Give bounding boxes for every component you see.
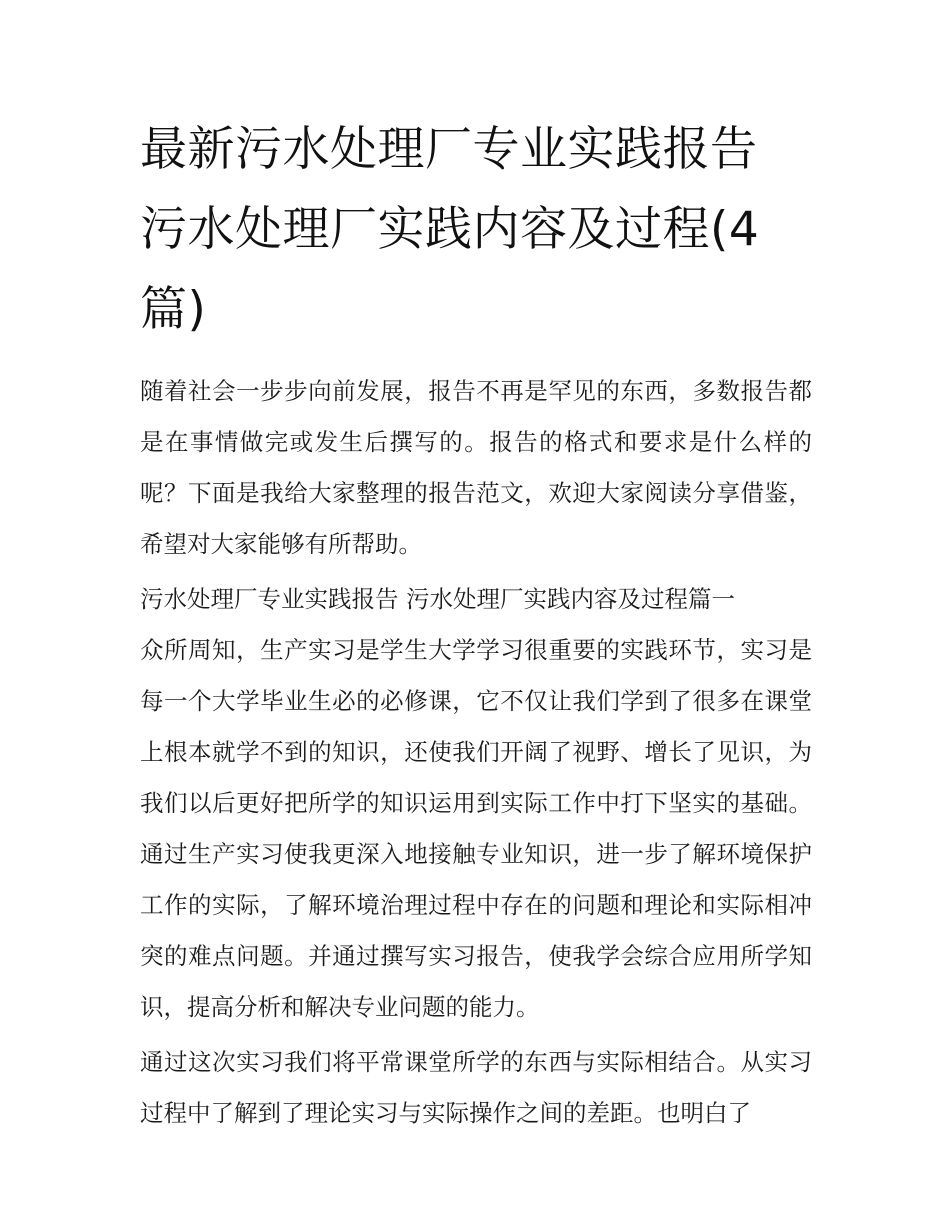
- body-paragraph-2: 通过这次实习我们将平常课堂所学的东西与实际相结合。从实习过程中了解到了理论实习与实际操作之间的差距。也明白了: [140, 1048, 812, 1127]
- document-body: [140, 366, 812, 1139]
- document-title: 最新污水处理厂专业实践报告 污水处理厂实践内容及过程(4篇): [140, 122, 760, 337]
- document-page: [140, 110, 812, 1139]
- body-paragraph-1: 众所周知，生产实习是学生大学学习很重要的实践环节，实习是每一个大学毕业生必的必修课，它不仅让我们学到了很多在课堂上根本就学不到的知识，还使我们开阔了视野、增长了见识，为我们以后更好把所学的知识运用到实际工作中打下坚实的基础。通过生产实习使我更深入地接触专业知识，进一步了解环境保护工作的实际，了解环境治理过程中存在的问题和理论和实际相冲突的难点问题。并通过撰写实习报告，使我学会综合应用所学知识，提高分析和解决专业问题的能力。: [140, 636, 812, 1021]
- section-heading: 污水处理厂专业实践报告 污水处理厂实践内容及过程篇一: [140, 585, 735, 613]
- intro-paragraph: 随着社会一步步向前发展，报告不再是罕见的东西，多数报告都是在事情做完或发生后撰写的。报告的格式和要求是什么样的呢？下面是我给大家整理的报告范文，欢迎大家阅读分享借鉴，希望对大家能够有所帮助。: [140, 377, 812, 558]
